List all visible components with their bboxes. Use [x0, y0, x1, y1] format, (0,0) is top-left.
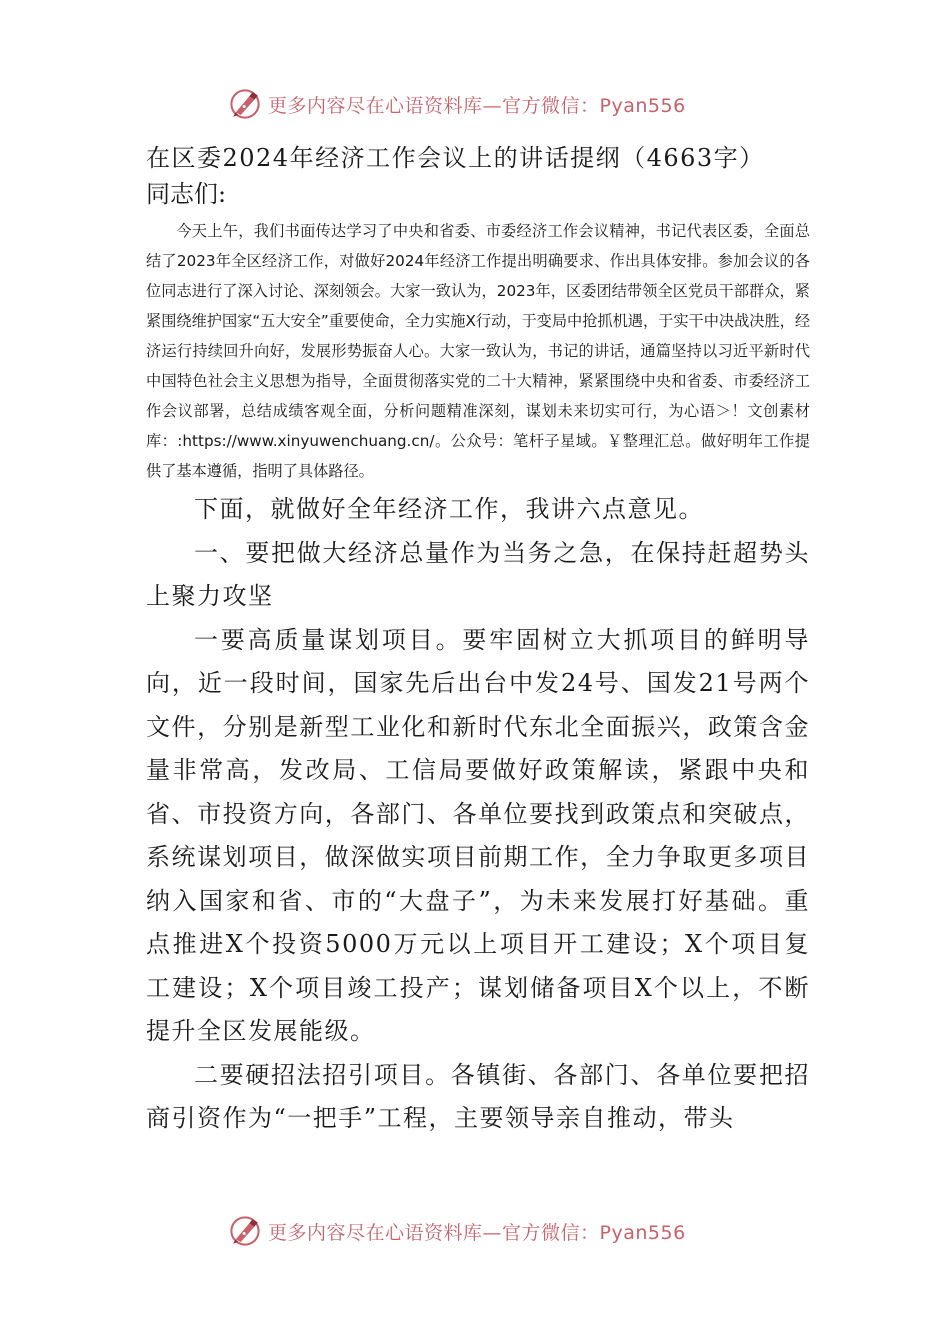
banner-text: 更多内容尽在心语资料库—官方微信：Pyan556	[268, 94, 686, 117]
document-title: 在区委2024年经济工作会议上的讲话提纲（4663字）	[146, 144, 765, 172]
body-paragraph: 二要硬招法招引项目。各镇街、各部门、各单位要把招商引资作为“一把手”工程，主要领导亲自推动，带头	[146, 1060, 810, 1132]
wechat-id: Pyan556	[599, 1221, 686, 1244]
salutation: 同志们:	[146, 180, 227, 208]
intro-paragraph: 今天上午，我们书面传达学习了中央和省委、市委经济工作会议精神，书记代表区委，全面总结了2023年全区经济工作，对做好2024年经济工作提出明确要求、作出具体安排。参加会议的各位同志进行了深入讨论、深刻领会。大家一致认为，2023年，区委团结带领全区党员干部群众，紧紧围绕维护国家“五大安全”重要使命，全力实施X行动，于变局中抢抓机遇，于实干中决战决胜，经济运行持续回升向好，发展形势振奋人心。大家一致认为，书记的讲话，通篇坚持以习近平新时代中国特色社会主义思想为指导，全面贯彻落实党的二十大精神，紧紧围绕中央和省委、市委经济工作会议部署，总结成绩客观全面，分析问题精准深刻，谋划未来切实可行，为心语＞！文创素材库：:https://www.xinyuwenchuang.cn/。公众号：笔杆子星域。￥整理汇总。做好明年工作提供了基本遵循，指明了具体路径。	[146, 222, 811, 480]
footer-watermark-banner	[228, 1211, 686, 1251]
section-heading: 一、要把做大经济总量作为当务之急，在保持赶超势头上聚力攻坚	[146, 538, 810, 610]
pen-nib-logo-icon	[228, 1214, 262, 1248]
pen-nib-logo-icon	[228, 87, 262, 121]
body-paragraph: 一要高质量谋划项目。要牢固树立大抓项目的鲜明导向，近一段时间，国家先后出台中发24号、国发21号两个文件，分别是新型工业化和新时代东北全面振兴，政策含金量非常高，发改局、工信局要做好政策解读，紧跟中央和省、市投资方向，各部门、各单位要找到政策点和突破点，系统谋划项目，做深做实项目前期工作，全力争取更多项目纳入国家和省、市的“大盘子”，为未来发展打好基础。重点推进X个投资5000万元以上项目开工建设；X个项目复工建设；X个项目竣工投产；谋划储备项目X个以上，不断提升全区发展能级。	[146, 625, 810, 1045]
wechat-id: Pyan556	[599, 94, 686, 117]
document-body	[146, 140, 810, 1141]
body-paragraph: 下面，就做好全年经济工作，我讲六点意见。	[194, 495, 704, 523]
header-watermark-banner	[228, 84, 686, 124]
banner-text: 更多内容尽在心语资料库—官方微信：Pyan556	[268, 1221, 686, 1244]
